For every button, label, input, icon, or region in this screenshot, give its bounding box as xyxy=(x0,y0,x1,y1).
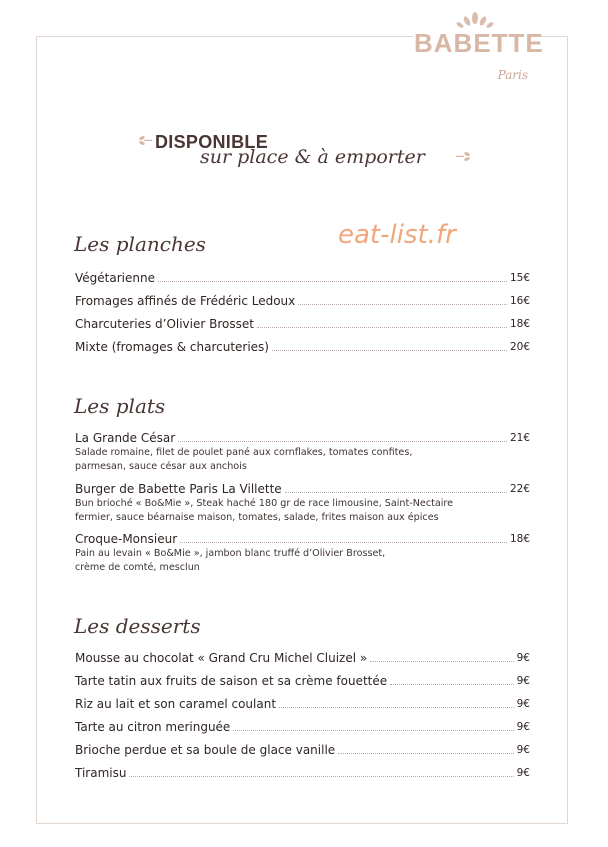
availability-subtitle: sur place & à emporter xyxy=(200,146,425,168)
description-line: Salade romaine, filet de poulet pané aux cornflakes, tomates confites, xyxy=(75,447,413,458)
section-title-plats: Les plats xyxy=(74,394,166,418)
description-line: Bun brioché « Bo&Mie », Steak haché 180 gr de race limousine, Saint-Nectaire xyxy=(75,498,454,509)
dot-leader xyxy=(158,281,507,282)
watermark-text: eat-list.fr xyxy=(338,220,456,250)
menu-item xyxy=(75,532,530,546)
item-price: 20€ xyxy=(509,341,530,353)
item-name: Burger de Babette Paris La Villette xyxy=(75,482,282,496)
menu-item xyxy=(75,317,530,331)
dot-leader xyxy=(178,441,507,442)
brand-city: Paris xyxy=(497,68,528,82)
menu-item xyxy=(75,294,530,308)
dot-leader xyxy=(272,350,507,351)
availability-title: DISPONIBLE xyxy=(155,132,269,152)
section-title-planches: Les planches xyxy=(74,232,206,256)
dot-leader xyxy=(285,492,507,493)
dot-leader xyxy=(338,753,513,754)
brand-logo xyxy=(414,12,544,90)
item-description xyxy=(75,547,455,575)
item-name: Croque-Monsieur xyxy=(75,532,178,546)
dot-leader xyxy=(298,304,507,305)
item-price: 9€ xyxy=(516,698,530,710)
dot-leader xyxy=(129,776,513,777)
item-name: La Grande César xyxy=(75,431,176,445)
item-price: 9€ xyxy=(516,675,530,687)
section-title-desserts: Les desserts xyxy=(74,614,201,638)
dot-leader xyxy=(390,684,513,685)
item-name: Fromages affinés de Frédéric Ledoux xyxy=(75,294,296,308)
item-name: Tarte tatin aux fruits de saison et sa crème fouettée xyxy=(75,674,388,688)
menu-item xyxy=(75,720,530,734)
dot-leader xyxy=(257,327,507,328)
dot-leader xyxy=(370,661,513,662)
item-price: 9€ xyxy=(516,652,530,664)
item-name: Brioche perdue et sa boule de glace vanille xyxy=(75,743,336,757)
menu-item xyxy=(75,431,530,445)
item-price: 18€ xyxy=(509,318,530,330)
item-name: Riz au lait et son caramel coulant xyxy=(75,697,277,711)
menu-item xyxy=(75,651,530,665)
description-line: crème de comté, mesclun xyxy=(75,562,200,573)
item-price: 18€ xyxy=(509,533,530,545)
item-name: Charcuteries d’Olivier Brosset xyxy=(75,317,254,331)
item-price: 9€ xyxy=(516,767,530,779)
item-price: 9€ xyxy=(516,744,530,756)
item-price: 15€ xyxy=(509,272,530,284)
item-price: 21€ xyxy=(509,432,530,444)
item-description xyxy=(75,497,475,525)
item-name: Mousse au chocolat « Grand Cru Michel Cluizel » xyxy=(75,651,368,665)
availability-heading xyxy=(138,128,478,176)
menu-item xyxy=(75,271,530,285)
menu-item xyxy=(75,766,530,780)
item-price: 22€ xyxy=(509,483,530,495)
menu-item xyxy=(75,674,530,688)
item-price: 9€ xyxy=(516,721,530,733)
description-line: parmesan, sauce césar aux anchois xyxy=(75,461,247,472)
description-line: fermier, sauce béarnaise maison, tomates, salade, frites maison aux épices xyxy=(75,512,439,523)
sprig-right-icon xyxy=(456,150,472,162)
menu-item xyxy=(75,697,530,711)
sprig-left-icon xyxy=(138,134,152,146)
item-name: Tarte au citron meringuée xyxy=(75,720,231,734)
item-name: Végétarienne xyxy=(75,271,155,285)
item-price: 16€ xyxy=(509,295,530,307)
brand-name: BABETTE xyxy=(414,28,544,58)
menu-item xyxy=(75,482,530,496)
dot-leader xyxy=(233,730,513,731)
dot-leader xyxy=(180,542,507,543)
item-name: Mixte (fromages & charcuteries) xyxy=(75,340,269,354)
menu-item xyxy=(75,743,530,757)
item-name: Tiramisu xyxy=(75,766,127,780)
description-line: Pain au levain « Bo&Mie », jambon blanc truffé d’Olivier Brosset, xyxy=(75,548,386,559)
item-description xyxy=(75,446,455,474)
menu-item xyxy=(75,340,530,354)
dot-leader xyxy=(279,707,514,708)
